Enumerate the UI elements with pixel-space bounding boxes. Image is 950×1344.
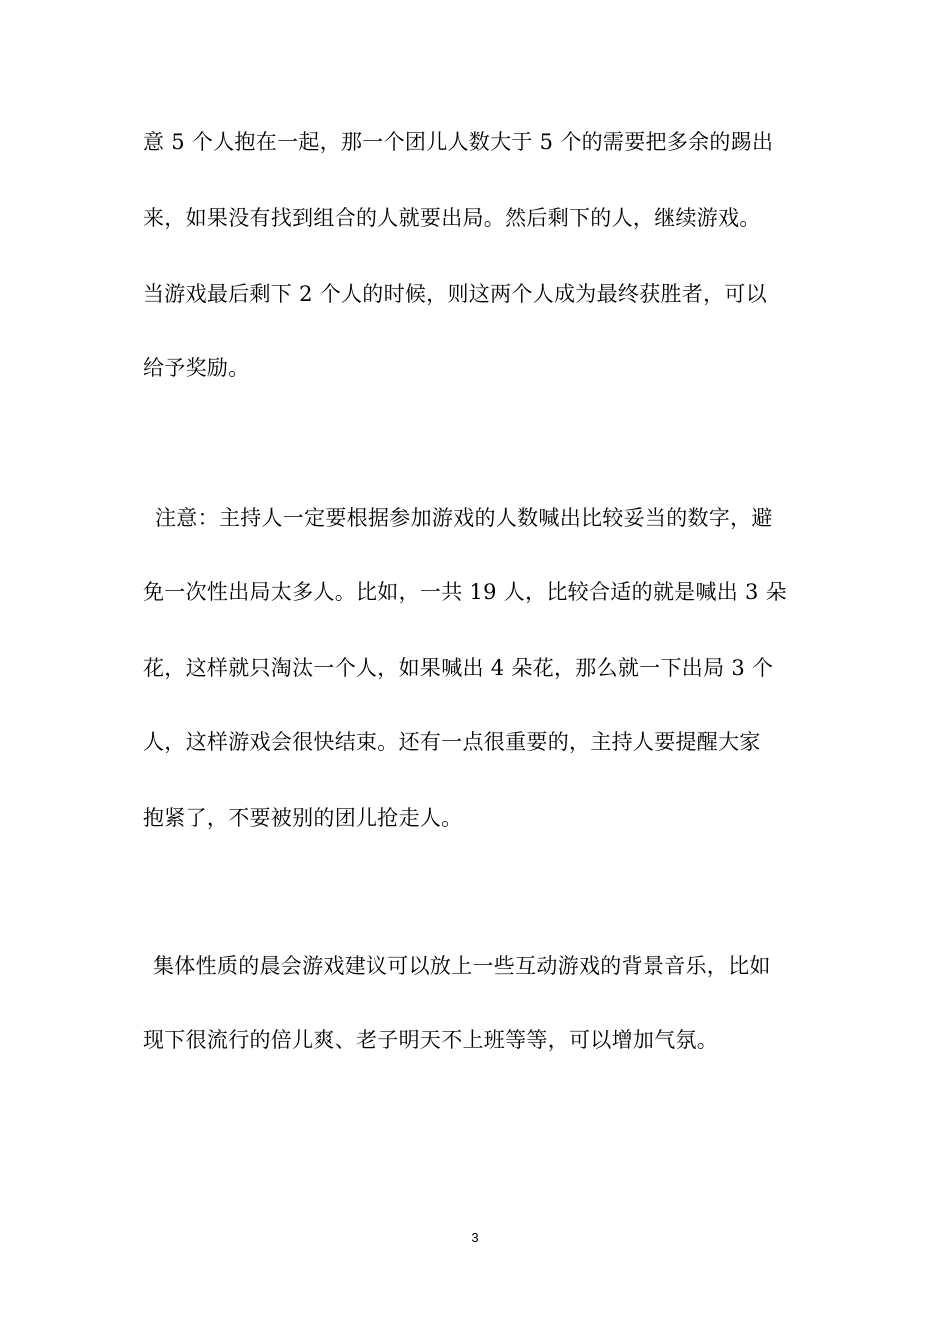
paragraph-2-line-1: 注意：主持人一定要根据参加游戏的人数喊出比较妥当的数字，避 — [155, 506, 773, 530]
paragraph-3-line-1: 集体性质的晨会游戏建议可以放上一些互动游戏的背景音乐，比如 — [153, 954, 771, 978]
page-number: 3 — [471, 1230, 479, 1245]
paragraph-1-line-3: 当游戏最后剩下 2 个人的时候，则这两个人成为最终获胜者，可以 — [143, 282, 768, 306]
paragraph-2-line-5: 抱紧了，不要被别的团儿抢走人。 — [143, 806, 463, 830]
paragraph-3-line-2: 现下很流行的倍儿爽、老子明天不上班等等，可以增加气氛。 — [143, 1028, 719, 1052]
paragraph-1-line-4: 给予奖励。 — [143, 356, 250, 380]
paragraph-1-line-2: 来，如果没有找到组合的人就要出局。然后剩下的人，继续游戏。 — [143, 206, 761, 230]
paragraph-1-line-1: 意 5 个人抱在一起，那一个团儿人数大于 5 个的需要把多余的踢出 — [143, 130, 774, 154]
paragraph-2-line-2: 免一次性出局太多人。比如，一共 19 人，比较合适的就是喊出 3 朵 — [143, 580, 787, 604]
paragraph-2-line-4: 人，这样游戏会很快结束。还有一点很重要的，主持人要提醒大家 — [143, 730, 761, 754]
paragraph-2-line-3: 花，这样就只淘汰一个人，如果喊出 4 朵花，那么就一下出局 3 个 — [143, 656, 774, 680]
